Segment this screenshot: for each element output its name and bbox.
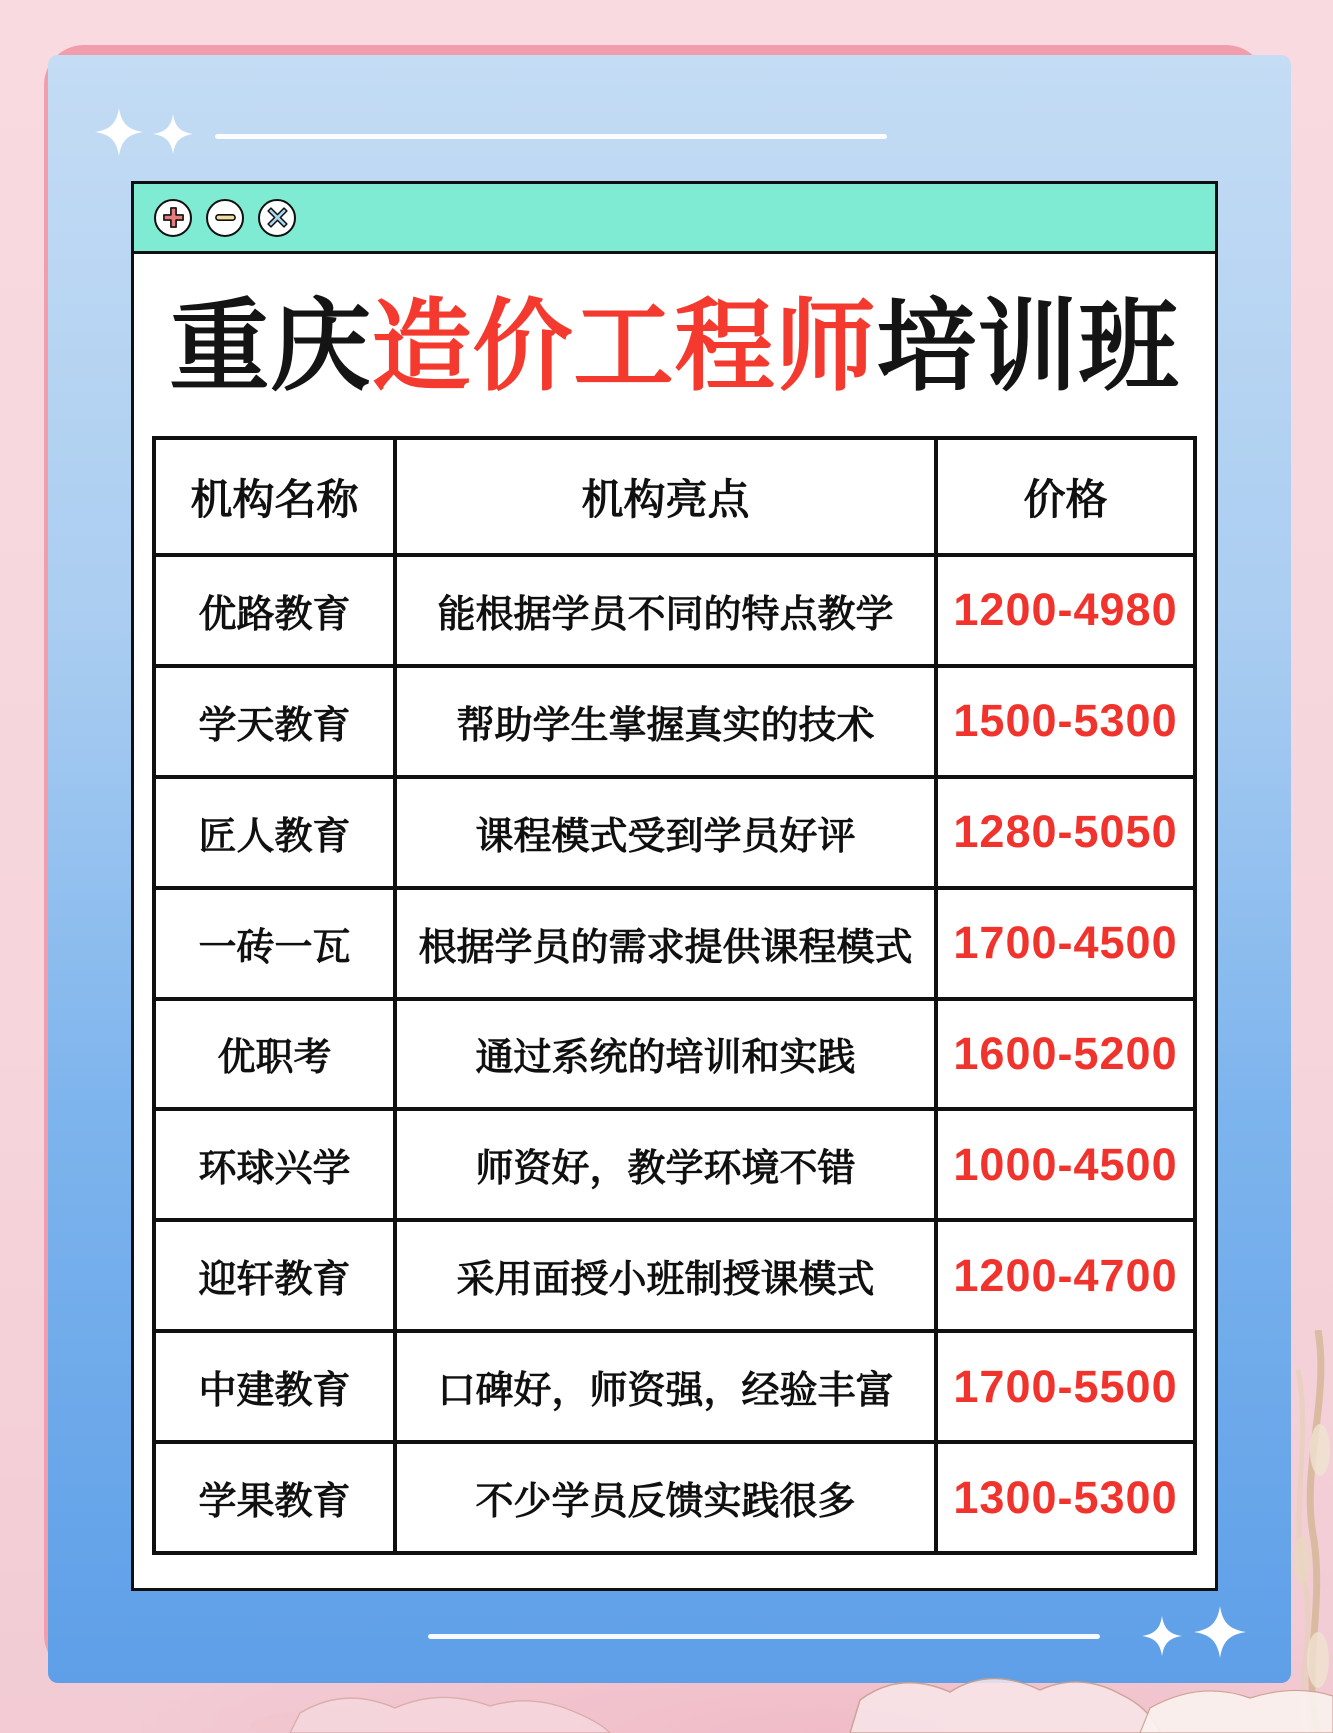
title-part-black: 培训班 — [876, 290, 1180, 403]
plus-button[interactable] — [154, 199, 192, 237]
minimize-button[interactable] — [206, 199, 244, 237]
title-part-red: 造价工程师 — [371, 290, 877, 403]
cell-highlight: 口碑好，师资强，经验丰富 — [397, 1333, 934, 1440]
cell-highlight: 能根据学员不同的特点教学 — [397, 557, 934, 664]
cell-highlight: 课程模式受到学员好评 — [397, 779, 934, 886]
cell-name: 中建教育 — [156, 1333, 393, 1440]
cell-highlight: 通过系统的培训和实践 — [397, 1001, 934, 1108]
cell-price: 1500-5300 — [938, 668, 1193, 775]
sparkle-icon — [1142, 1616, 1182, 1656]
cell-price: 1600-5200 — [938, 1001, 1193, 1108]
cell-highlight: 不少学员反馈实践很多 — [397, 1444, 934, 1551]
cell-highlight: 师资好，教学环境不错 — [397, 1111, 934, 1218]
cell-highlight: 根据学员的需求提供课程模式 — [397, 890, 934, 997]
cell-name: 匠人教育 — [156, 779, 393, 886]
cell-name: 迎轩教育 — [156, 1222, 393, 1329]
close-icon — [266, 206, 289, 229]
bottom-waves-decoration — [0, 1678, 1333, 1733]
cell-price: 1280-5050 — [938, 779, 1193, 886]
window-titlebar — [134, 184, 1215, 254]
page-title — [134, 254, 1215, 439]
cell-name: 优职考 — [156, 1001, 393, 1108]
top-divider-line — [215, 134, 887, 139]
sparkle-icon — [1194, 1606, 1246, 1658]
cell-name: 学果教育 — [156, 1444, 393, 1551]
sparkle-icon — [95, 108, 143, 156]
plus-icon — [162, 206, 185, 229]
cell-price: 1700-5500 — [938, 1333, 1193, 1440]
minus-icon — [214, 206, 237, 229]
title-part-black: 重庆 — [169, 290, 372, 403]
column-header-institution: 机构名称 — [156, 440, 393, 553]
cell-name: 一砖一瓦 — [156, 890, 393, 997]
cell-price: 1300-5300 — [938, 1444, 1193, 1551]
column-header-price: 价格 — [938, 440, 1193, 553]
cell-name: 优路教育 — [156, 557, 393, 664]
bottom-divider-line — [428, 1634, 1100, 1639]
sparkle-icon — [153, 114, 193, 154]
training-table — [152, 436, 1197, 1555]
cell-price: 1000-4500 — [938, 1111, 1193, 1218]
cell-price: 1200-4980 — [938, 557, 1193, 664]
cell-price: 1700-4500 — [938, 890, 1193, 997]
column-header-highlight: 机构亮点 — [397, 440, 934, 553]
cell-highlight: 采用面授小班制授课模式 — [397, 1222, 934, 1329]
cell-price: 1200-4700 — [938, 1222, 1193, 1329]
cell-name: 环球兴学 — [156, 1111, 393, 1218]
close-button[interactable] — [258, 199, 296, 237]
cell-name: 学天教育 — [156, 668, 393, 775]
cell-highlight: 帮助学生掌握真实的技术 — [397, 668, 934, 775]
